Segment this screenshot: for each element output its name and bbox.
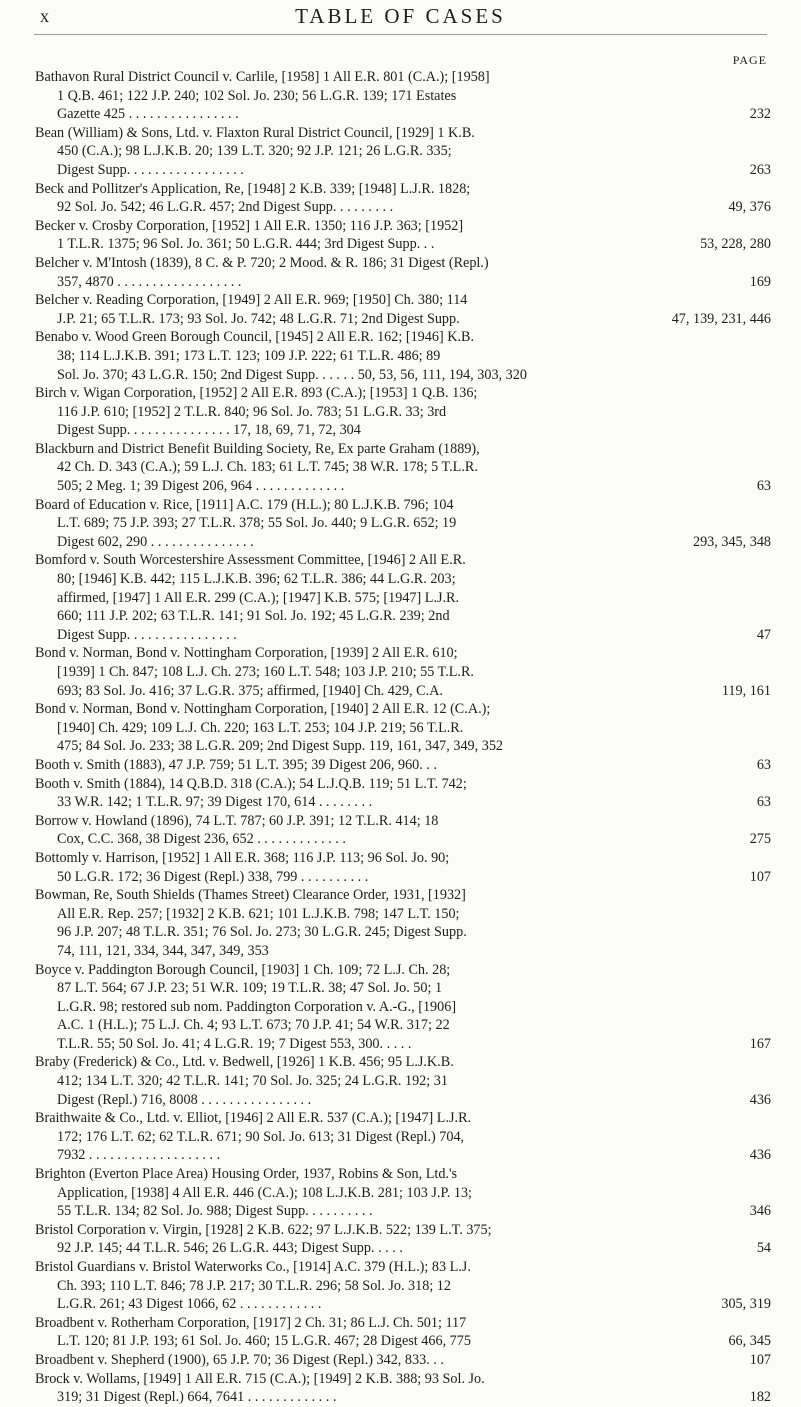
case-entry — [35, 1258, 771, 1314]
citation-line: 116 J.P. 610; [1952] 2 T.L.R. 840; 96 Sol. Jo. 783; 51 L.G.R. 33; 3rd — [57, 403, 447, 420]
case-name-line: Bathavon Rural District Council v. Carlile, [1958] 1 All E.R. 801 (C.A.); [1958] — [35, 69, 490, 85]
case-entry — [35, 180, 771, 217]
page-reference: 54 — [753, 1239, 771, 1258]
case-entry — [35, 328, 771, 384]
case-entry — [35, 68, 771, 124]
citation-line: L.G.R. 98; restored sub nom. Paddington Corporation v. A.-G., [1906] — [57, 998, 457, 1015]
citation-line: Application, [1938] 4 All E.R. 446 (C.A.); 108 L.J.K.B. 281; 103 J.P. 13; — [57, 1184, 472, 1201]
page-reference: 63 — [753, 477, 771, 496]
page-reference: 275 — [746, 830, 771, 849]
citation-line: Digest (Repl.) 716, 8008 . . . . . . . . . . . . . . . . — [57, 1091, 312, 1108]
page-reference: 107 — [746, 1351, 771, 1370]
case-entry — [35, 254, 771, 291]
case-name-line: Bowman, Re, South Shields (Thames Street) Clearance Order, 1931, [1932] — [35, 887, 466, 904]
citation-line: L.T. 689; 75 J.P. 393; 27 T.L.R. 378; 55 Sol. Jo. 440; 9 L.G.R. 652; 19 — [57, 515, 457, 532]
case-entry — [35, 775, 771, 812]
page-reference: 346 — [746, 1202, 771, 1221]
case-entry — [35, 384, 771, 440]
case-name-line: Bond v. Norman, Bond v. Nottingham Corporation, [1939] 2 All E.R. 610; — [35, 645, 458, 662]
citation-line: 693; 83 Sol. Jo. 416; 37 L.G.R. 375; affirmed, [1940] Ch. 429, C.A. — [57, 682, 443, 699]
page-reference: 263 — [746, 161, 771, 180]
citation-line: 55 T.L.R. 134; 82 Sol. Jo. 988; Digest Supp. . . . . . . . . . — [57, 1203, 373, 1220]
page-reference: 293, 345, 348 — [689, 533, 771, 552]
citation-line: [1939] 1 Ch. 847; 108 L.J. Ch. 273; 160 L.T. 548; 103 J.P. 210; 55 T.L.R. — [57, 664, 474, 680]
case-name-line: Bond v. Norman, Bond v. Nottingham Corporation, [1940] 2 All E.R. 12 (C.A.); — [35, 701, 491, 718]
case-entry — [35, 1109, 771, 1165]
case-name-line: Blackburn and District Benefit Building Society, Re, Ex parte Graham (1889), — [35, 440, 480, 457]
citation-line: T.L.R. 55; 50 Sol. Jo. 41; 4 L.G.R. 19; 7 Digest 553, 300. . . . . — [57, 1035, 412, 1052]
citation-line: 50 L.G.R. 172; 36 Digest (Repl.) 338, 799 . . . . . . . . . . — [57, 868, 369, 885]
citation-line: 319; 31 Digest (Repl.) 664, 7641 . . . . . . . . . . . . . — [57, 1389, 337, 1406]
citation-line: A.C. 1 (H.L.); 75 L.J. Ch. 4; 93 L.T. 673; 70 J.P. 41; 54 W.R. 317; 22 — [57, 1017, 450, 1034]
case-name-line: Booth v. Smith (1883), 47 J.P. 759; 51 L.T. 395; 39 Digest 206, 960. . . — [35, 756, 437, 773]
page-reference: 232 — [746, 105, 771, 124]
citation-line: 87 L.T. 564; 67 J.P. 23; 51 W.R. 109; 19 T.L.R. 38; 47 Sol. Jo. 50; 1 — [57, 980, 443, 997]
case-name-line: Brock v. Wollams, [1949] 1 All E.R. 715 (C.A.); [1949] 2 K.B. 388; 93 Sol. Jo. — [35, 1370, 485, 1387]
citation-line: Ch. 393; 110 L.T. 846; 78 J.P. 217; 30 T.L.R. 296; 58 Sol. Jo. 318; 12 — [57, 1277, 451, 1294]
citation-line: 33 W.R. 142; 1 T.L.R. 97; 39 Digest 170, 614 . . . . . . . . — [57, 794, 373, 811]
case-entry — [35, 644, 771, 700]
page-reference: 53, 228, 280 — [696, 235, 771, 254]
case-name-line: Boyce v. Paddington Borough Council, [1903] 1 Ch. 109; 72 L.J. Ch. 28; — [35, 961, 451, 978]
citation-line: 412; 134 L.T. 320; 42 T.L.R. 141; 70 Sol. Jo. 325; 24 L.G.R. 192; 31 — [57, 1073, 448, 1090]
case-entry — [35, 291, 771, 328]
case-entry — [35, 961, 771, 1054]
case-entry — [35, 217, 771, 254]
citation-line: 450 (C.A.); 98 L.J.K.B. 20; 139 L.T. 320; 92 J.P. 121; 26 L.G.R. 335; — [57, 143, 452, 160]
citation-line: 92 J.P. 145; 44 T.L.R. 546; 26 L.G.R. 443; Digest Supp. . . . . — [57, 1240, 403, 1257]
case-name-line: Bomford v. South Worcestershire Assessment Committee, [1946] 2 All E.R. — [35, 552, 466, 569]
page-reference: 47, 139, 231, 446 — [668, 310, 771, 329]
citation-line: 7932 . . . . . . . . . . . . . . . . . . . — [57, 1147, 221, 1164]
citation-line: [1940] Ch. 429; 109 L.J. Ch. 220; 163 L.T. 253; 104 J.P. 219; 56 T.L.R. — [57, 719, 464, 736]
citation-line: Sol. Jo. 370; 43 L.G.R. 150; 2nd Digest Supp. . . . . . 50, 53, 56, 111, 194, 303, 320 — [57, 366, 527, 383]
page-header — [0, 0, 801, 30]
citation-line: 1 Q.B. 461; 122 J.P. 240; 102 Sol. Jo. 230; 56 L.G.R. 139; 171 Estates — [57, 87, 457, 104]
citation-line: Gazette 425 . . . . . . . . . . . . . . . . — [57, 106, 239, 123]
page-reference: 47 — [753, 626, 771, 645]
citation-line: Cox, C.C. 368, 38 Digest 236, 652 . . . . . . . . . . . . . — [57, 831, 346, 848]
page-reference: 436 — [746, 1146, 771, 1165]
case-name-line: Braby (Frederick) & Co., Ltd. v. Bedwell, [1926] 1 K.B. 456; 95 L.J.K.B. — [35, 1054, 454, 1071]
page-reference: 49, 376 — [724, 198, 771, 217]
case-name-line: Beck and Pollitzer's Application, Re, [1948] 2 K.B. 339; [1948] L.J.R. 1828; — [35, 180, 471, 197]
citation-line: 505; 2 Meg. 1; 39 Digest 206, 964 . . . . . . . . . . . . . — [57, 478, 345, 495]
case-entry — [35, 496, 771, 552]
case-name-line: Bottomly v. Harrison, [1952] 1 All E.R. 368; 116 J.P. 113; 96 Sol. Jo. 90; — [35, 849, 450, 866]
case-entry — [35, 1370, 771, 1407]
header-mark: x — [40, 6, 49, 26]
page-reference: 66, 345 — [724, 1332, 771, 1351]
page-title: TABLE OF CASES — [295, 4, 506, 28]
citation-line: All E.R. Rep. 257; [1932] 2 K.B. 621; 101 L.J.K.B. 798; 147 L.T. 150; — [57, 905, 460, 922]
case-name-line: Board of Education v. Rice, [1911] A.C. 179 (H.L.); 80 L.J.K.B. 796; 104 — [35, 496, 454, 513]
case-entry — [35, 440, 771, 496]
citation-line: L.T. 120; 81 J.P. 193; 61 Sol. Jo. 460; 15 L.G.R. 467; 28 Digest 466, 775 — [57, 1333, 471, 1350]
case-name-line: Brighton (Everton Place Area) Housing Order, 1937, Robins & Son, Ltd.'s — [35, 1166, 458, 1183]
citation-line: 357, 4870 . . . . . . . . . . . . . . . . . . — [57, 273, 242, 290]
page-reference: 436 — [746, 1091, 771, 1110]
case-list — [35, 68, 771, 1407]
case-entry — [35, 886, 771, 960]
case-name-line: Borrow v. Howland (1896), 74 L.T. 787; 60 J.P. 391; 12 T.L.R. 414; 18 — [35, 812, 439, 829]
case-name-line: Belcher v. M'Intosh (1839), 8 C. & P. 720; 2 Mood. & R. 186; 31 Digest (Repl.) — [35, 254, 489, 271]
citation-line: 92 Sol. Jo. 542; 46 L.G.R. 457; 2nd Digest Supp. . . . . . . . . — [57, 199, 394, 216]
citation-line: Digest Supp. . . . . . . . . . . . . . . . — [57, 626, 237, 643]
citation-line: 42 Ch. D. 343 (C.A.); 59 L.J. Ch. 183; 61 L.T. 745; 38 W.R. 178; 5 T.L.R. — [57, 459, 478, 476]
citation-line: affirmed, [1947] 1 All E.R. 299 (C.A.); [1947] K.B. 575; [1947] L.J.R. — [57, 589, 460, 606]
case-entry — [35, 1221, 771, 1258]
case-entry — [35, 1351, 771, 1370]
case-name-line: Benabo v. Wood Green Borough Council, [1945] 2 All E.R. 162; [1946] K.B. — [35, 329, 475, 346]
page-reference: 305, 319 — [717, 1295, 771, 1314]
citation-line: 660; 111 J.P. 202; 63 T.L.R. 141; 91 Sol. Jo. 192; 45 L.G.R. 239; 2nd — [57, 608, 450, 625]
case-entry — [35, 1165, 771, 1221]
case-entry — [35, 849, 771, 886]
case-name-line: Bristol Corporation v. Virgin, [1928] 2 K.B. 622; 97 L.J.K.B. 522; 139 L.T. 375; — [35, 1221, 492, 1238]
page-reference: 169 — [746, 273, 771, 292]
citation-line: Digest Supp. . . . . . . . . . . . . . . 17, 18, 69, 71, 72, 304 — [57, 422, 361, 439]
citation-line: 96 J.P. 207; 48 T.L.R. 351; 76 Sol. Jo. 273; 30 L.G.R. 245; Digest Supp. — [57, 924, 467, 941]
case-name-line: Bean (William) & Sons, Ltd. v. Flaxton Rural District Council, [1929] 1 K.B. — [35, 124, 475, 141]
header-rule — [34, 34, 767, 35]
page-reference: 119, 161 — [718, 682, 771, 701]
page-reference: 63 — [753, 793, 771, 812]
case-name-line: Broadbent v. Shepherd (1900), 65 J.P. 70; 36 Digest (Repl.) 342, 833. . . — [35, 1351, 444, 1368]
case-name-line: Broadbent v. Rotherham Corporation, [1917] 2 Ch. 31; 86 L.J. Ch. 501; 117 — [35, 1314, 467, 1331]
case-name-line: Bristol Guardians v. Bristol Waterworks Co., [1914] A.C. 379 (H.L.); 83 L.J. — [35, 1259, 471, 1275]
case-name-line: Birch v. Wigan Corporation, [1952] 2 All E.R. 893 (C.A.); [1953] 1 Q.B. 136; — [35, 385, 478, 402]
citation-line: 38; 114 L.J.K.B. 391; 173 L.T. 123; 109 J.P. 222; 61 T.L.R. 486; 89 — [57, 347, 441, 364]
case-entry — [35, 1314, 771, 1351]
case-name-line: Belcher v. Reading Corporation, [1949] 2 All E.R. 969; [1950] Ch. 380; 114 — [35, 292, 468, 309]
citation-line: 74, 111, 121, 334, 344, 347, 349, 353 — [57, 942, 269, 959]
citation-line: 1 T.L.R. 1375; 96 Sol. Jo. 361; 50 L.G.R. 444; 3rd Digest Supp. . . — [57, 236, 435, 253]
page-reference: 182 — [746, 1388, 771, 1407]
case-entry — [35, 124, 771, 180]
citation-line: J.P. 21; 65 T.L.R. 173; 93 Sol. Jo. 742; 48 L.G.R. 71; 2nd Digest Supp. — [57, 310, 460, 327]
case-entry — [35, 756, 771, 775]
citation-line: 172; 176 L.T. 62; 62 T.L.R. 671; 90 Sol. Jo. 613; 31 Digest (Repl.) 704, — [57, 1128, 465, 1145]
page-reference: 63 — [753, 756, 771, 775]
citation-line: L.G.R. 261; 43 Digest 1066, 62 . . . . . . . . . . . . — [57, 1296, 322, 1313]
page-reference: 167 — [746, 1035, 771, 1054]
case-entry — [35, 1053, 771, 1109]
citation-line: Digest Supp. . . . . . . . . . . . . . . . . — [57, 161, 244, 178]
case-entry — [35, 551, 771, 644]
case-name-line: Becker v. Crosby Corporation, [1952] 1 All E.R. 1350; 116 J.P. 363; [1952] — [35, 217, 464, 234]
case-name-line: Braithwaite & Co., Ltd. v. Elliot, [1946] 2 All E.R. 537 (C.A.); [1947] L.J.R. — [35, 1110, 472, 1127]
citation-line: 80; [1946] K.B. 442; 115 L.J.K.B. 396; 62 T.L.R. 386; 44 L.G.R. 203; — [57, 571, 456, 588]
case-name-line: Booth v. Smith (1884), 14 Q.B.D. 318 (C.A.); 54 L.J.Q.B. 119; 51 L.T. 742; — [35, 775, 467, 792]
case-entry — [35, 700, 771, 756]
page-column-label: PAGE — [732, 53, 767, 67]
citation-line: Digest 602, 290 . . . . . . . . . . . . . . . — [57, 533, 254, 550]
page-reference: 107 — [746, 868, 771, 887]
case-entry — [35, 812, 771, 849]
citation-line: 475; 84 Sol. Jo. 233; 38 L.G.R. 209; 2nd Digest Supp. 119, 161, 347, 349, 352 — [57, 738, 504, 755]
